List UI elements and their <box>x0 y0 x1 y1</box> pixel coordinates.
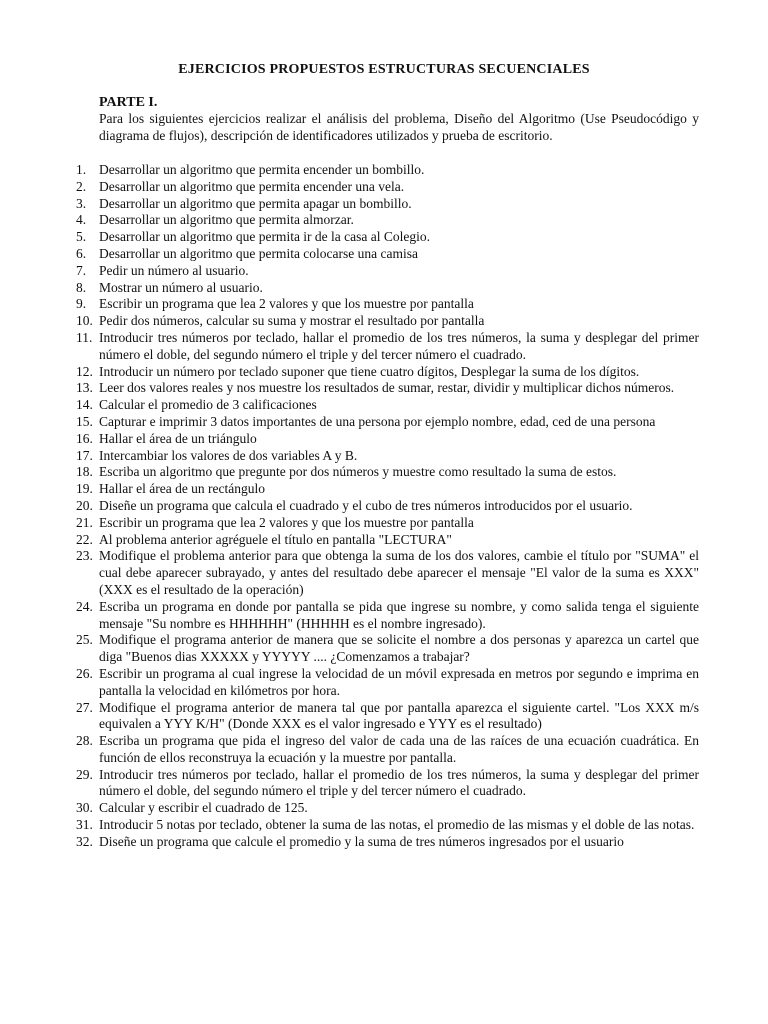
list-item <box>0 515 768 532</box>
list-item <box>0 481 768 498</box>
item-number: 27. <box>76 699 93 715</box>
list-item <box>0 414 768 431</box>
item-number: 11. <box>76 329 93 345</box>
item-text: Mostrar un número al usuario. <box>99 279 263 295</box>
item-text: Calcular y escribir el cuadrado de 125. <box>99 800 308 816</box>
list-item <box>0 246 768 263</box>
item-text: Al problema anterior agréguele el título en pantalla "LECTURA" <box>99 531 452 547</box>
list-item <box>0 313 768 330</box>
item-text: Modifique el programa anterior de manera que se solicite el nombre a dos personas y aparezca un cartel que diga "Buenos dias XXXXX y YYYYY .... ¿Comenzamos a trabajar? <box>99 632 699 665</box>
item-text: Escriba un algoritmo que pregunte por dos números y muestre como resultado la suma de estos. <box>99 464 617 480</box>
list-item <box>0 532 768 549</box>
item-number: 3. <box>76 195 87 211</box>
item-text: Diseñe un programa que calcula el cuadrado y el cubo de tres números introducidos por el usuario. <box>99 497 633 513</box>
item-number: 4. <box>76 212 87 228</box>
item-text: Diseñe un programa que calcule el promedio y la suma de tres números ingresados por el usuario <box>99 833 624 849</box>
item-text: Desarrollar un algoritmo que permita ir de la casa al Colegio. <box>99 229 431 245</box>
item-text: Desarrollar un algoritmo que permita apagar un bombillo. <box>99 195 412 211</box>
item-text: Introducir un número por teclado suponer que tiene cuatro dígitos, Desplegar la suma de los dígitos. <box>99 363 640 379</box>
list-item <box>0 296 768 313</box>
item-text: Escribir un programa al cual ingrese la velocidad de un móvil expresada en metros por segundo e imprima en pantalla la velocidad en kilómetros por hora. <box>99 665 699 698</box>
item-text: Desarrollar un algoritmo que permita encender una vela. <box>99 178 405 194</box>
list-item <box>0 397 768 414</box>
item-number: 25. <box>76 632 93 648</box>
list-item <box>0 448 768 465</box>
item-text: Hallar el área de un rectángulo <box>99 481 266 497</box>
item-text: Introducir tres números por teclado, hallar el promedio de los tres números, la suma y desplegar del primer número el doble, del segundo número el triple y del tercer número el cuadrado. <box>99 329 699 362</box>
item-text: Escriba un programa en donde por pantalla se pida que ingrese su nombre, y como salida tenga el siguiente mensaje "Su nombre es HHHHHH" (HHHHH es el nombre ingresado). <box>99 598 699 631</box>
list-item <box>0 212 768 229</box>
item-number: 6. <box>76 245 87 261</box>
item-text: Desarrollar un algoritmo que permita almorzar. <box>99 212 354 228</box>
item-text: Desarrollar un algoritmo que permita encender un bombillo. <box>99 162 425 177</box>
item-text: Pedir dos números, calcular su suma y mostrar el resultado por pantalla <box>99 313 485 329</box>
item-text: Escriba un programa que pida el ingreso del valor de cada una de las raíces de una ecuación cuadrática. En función de ellos reconstruya la ecuación y la muestre por pantalla. <box>99 733 699 765</box>
exercise-list <box>0 162 768 851</box>
list-item <box>0 196 768 213</box>
item-number: 9. <box>76 296 87 312</box>
list-item <box>0 800 768 817</box>
item-number: 31. <box>76 817 93 833</box>
item-number: 5. <box>76 229 87 245</box>
list-item <box>0 817 768 834</box>
item-text: Modifique el programa anterior de manera tal que por pantalla aparezca el siguiente cartel. "Los XXX m/s equivalen a YYY K/H" (Donde XXX es el valor ingresado e YYY es el resultado) <box>99 699 699 732</box>
item-number: 22. <box>76 531 93 547</box>
item-number: 15. <box>76 413 93 429</box>
list-item <box>0 666 768 700</box>
list-item <box>0 700 768 734</box>
list-item <box>0 330 768 364</box>
item-text: Escribir un programa que lea 2 valores y que los muestre por pantalla <box>99 514 474 530</box>
item-number: 23. <box>76 548 93 564</box>
item-number: 32. <box>76 833 93 849</box>
list-item <box>0 767 768 801</box>
list-item <box>0 162 768 179</box>
item-number: 10. <box>76 313 93 329</box>
list-item <box>0 380 768 397</box>
item-number: 20. <box>76 497 93 513</box>
list-item <box>0 548 768 598</box>
list-item <box>0 179 768 196</box>
item-number: 26. <box>76 665 93 681</box>
item-text: Leer dos valores reales y nos muestre los resultados de sumar, restar, dividir y multiplicar dichos números. <box>99 380 675 396</box>
item-text: Introducir 5 notas por teclado, obtener la suma de las notas, el promedio de las mismas y el doble de las notas. <box>99 817 695 833</box>
item-number: 18. <box>76 464 93 480</box>
item-text: Escribir un programa que lea 2 valores y que los muestre por pantalla <box>99 296 474 312</box>
item-number: 21. <box>76 514 93 530</box>
list-item <box>0 599 768 633</box>
item-text: Capturar e imprimir 3 datos importantes de una persona por ejemplo nombre, edad, ced de una persona <box>99 413 656 429</box>
list-item <box>0 280 768 297</box>
document-title: EJERCICIOS PROPUESTOS ESTRUCTURAS SECUENCIALES <box>178 62 590 77</box>
item-number: 12. <box>76 363 93 379</box>
part-heading: PARTE I. <box>99 95 158 110</box>
item-number: 7. <box>76 262 87 278</box>
item-number: 16. <box>76 430 93 446</box>
item-text: Desarrollar un algoritmo que permita colocarse una camisa <box>99 245 418 261</box>
list-item <box>0 733 768 767</box>
item-text: Hallar el área de un triángulo <box>99 430 257 446</box>
item-number: 1. <box>76 162 87 177</box>
list-item <box>0 229 768 246</box>
item-number: 14. <box>76 397 93 413</box>
item-text: Introducir tres números por teclado, hallar el promedio de los tres números, la suma y desplegar del primer número el doble, del segundo número el triple y del tercer número el cuadrado. <box>99 766 699 799</box>
item-text: Intercambiar los valores de dos variables A y B. <box>99 447 358 463</box>
item-number: 30. <box>76 800 93 816</box>
list-item <box>0 834 768 851</box>
list-item <box>0 498 768 515</box>
intro-paragraph: Para los siguientes ejercicios realizar el análisis del problema, Diseño del Algoritmo (Use Pseudocódigo y diagrama de flujos), descripción de identificadores utilizados y prueba de escritorio. <box>99 111 699 143</box>
list-item <box>0 431 768 448</box>
item-number: 28. <box>76 733 93 749</box>
list-item <box>0 464 768 481</box>
item-number: 17. <box>76 447 93 463</box>
item-number: 13. <box>76 380 93 396</box>
item-number: 24. <box>76 598 93 614</box>
item-number: 2. <box>76 178 87 194</box>
item-text: Pedir un número al usuario. <box>99 262 249 278</box>
item-text: Modifique el problema anterior para que obtenga la suma de los dos valores, cambie el título por "SUMA" el cual debe aparecer subrayado, y antes del resultado debe aparecer el mensaje "El valor de la suma es XXX" (XXX es el resultado de la operación) <box>99 548 699 597</box>
list-item <box>0 263 768 280</box>
item-number: 8. <box>76 279 87 295</box>
item-text: Calcular el promedio de 3 calificaciones <box>99 397 317 413</box>
item-number: 19. <box>76 481 93 497</box>
item-number: 29. <box>76 766 93 782</box>
list-item <box>0 632 768 666</box>
list-item <box>0 364 768 381</box>
